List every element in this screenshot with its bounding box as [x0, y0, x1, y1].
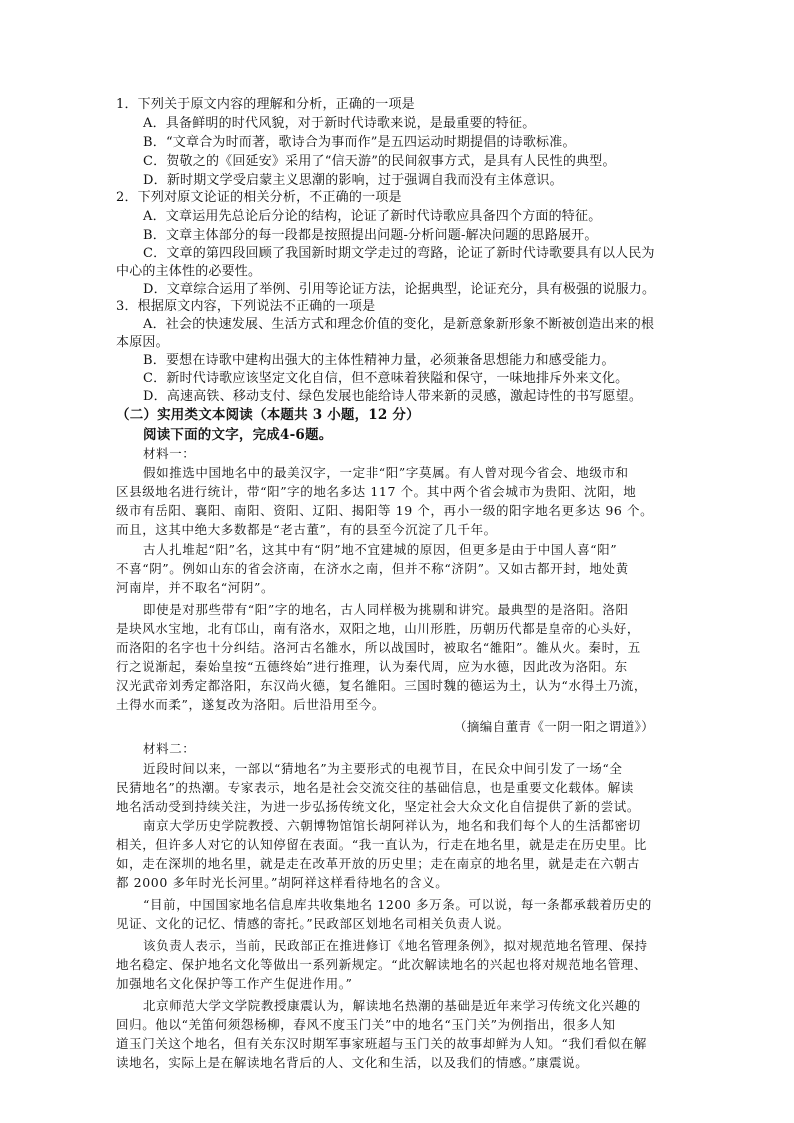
q2-option-d: D．文章综合运用了举例、引用等论证方法，论据典型，论证充分，具有极强的说服力。 — [143, 282, 656, 297]
q2-option-a: A．文章运用先总论后分论的结构，论证了新时代诗歌应具备四个方面的特征。 — [143, 209, 602, 224]
q2-option-b: B．文章主体部分的每一段都是按照提出问题-分析问题-解决问题的思路展开。 — [143, 228, 598, 243]
m1-p3-line: 而洛阳的名字也十分纠结。洛河古名雒水，所以战国时，被取名“雒阳”。雒从火。秦时，五 — [116, 640, 641, 655]
q2-option-c: C．文章的第四段回顾了我国新时期文学走过的弯路，论证了新时代诗歌要具有以人民为 — [143, 246, 655, 261]
m1-p3-line: 即使是对那些带有“阳”字的地名，古人同样极为挑剔和讲究。最典型的是洛阳。洛阳 — [143, 602, 629, 617]
m2-p2-line: 如，走在深圳的地名里，就是走在改革开放的历史里；走在南京的地名里，就是走在六朝古 — [116, 856, 641, 871]
m2-p5-line: 道玉门关这个地名，但有关东汉时期军事家班超与玉门关的故事却鲜为人知。“我们看似在解 — [116, 1036, 647, 1051]
m2-p3-line: “目前，中国国家地名信息库共收集地名 1200 多万条。可以说，每一条都承载着历史的 — [143, 897, 652, 912]
q2-option-c-continued: 中心的主体性的必要性。 — [116, 264, 262, 279]
m2-p1-line: 民猜地名”的热潮。专家表示，地名是社会交流交往的基础信息，也是重要文化载体。解读 — [116, 780, 634, 795]
q3-option-b: B．要想在诗歌中建构出强大的主体性精神力量，必须兼备思想能力和感受能力。 — [143, 353, 615, 368]
material-2-label: 材料二： — [143, 741, 196, 756]
material-1-label: 材料一： — [143, 446, 196, 461]
q3-option-c: C．新时代诗歌应该坚定文化自信，但不意味着狭隘和保守，一味地排斥外来文化。 — [143, 371, 629, 386]
m1-p3-line: 土得水而柔”，遂复改为洛阳。后世沿用至今。 — [116, 697, 385, 712]
m2-p2-line: 相关，但许多人对它的认知停留在表面。“我一直认为，行走在地名里，就是走在历史里。比 — [116, 837, 647, 852]
m2-p4-line: 加强地名文化保护等工作产生促进作用。” — [116, 976, 353, 991]
q3-option-a-continued: 本原因。 — [116, 335, 169, 350]
m2-p4-line: 地名稳定、保护地名文化等做出一系列新规定。“此次解读地名的兴起也将对规范地名管理、 — [116, 957, 647, 972]
m1-p3-line: 是块风水宝地，北有邙山，南有洛水，双阳之地，山川形胜，历朝历代都是皇帝的心头好， — [116, 621, 641, 636]
m2-p1-line: 地名活动受到持续关注，为进一步弘扬传统文化，坚定社会大众文化自信提供了新的尝试。 — [116, 799, 641, 814]
m1-p2-line: 古人扎堆起“阳”名，这其中有“阴”地不宜建城的原因，但更多是由于中国人喜“阳” — [143, 542, 618, 557]
q3-option-d: D．高速高铁、移动支付、绿色发展也能给诗人带来新的灵感，激起诗性的书写愿望。 — [143, 389, 643, 404]
question-3-stem: 3．根据原文内容，下列说法不正确的一项是 — [116, 299, 376, 314]
q1-option-b: B．“文章合为时而著，歌诗合为事而作”是五四运动时期提倡的诗歌标准。 — [143, 135, 576, 150]
question-2-stem: 2．下列对原文论证的相关分析，不正确的一项是 — [116, 190, 402, 205]
q1-option-d: D．新时期文学受启蒙主义思潮的影响，过于强调自我而没有主体意识。 — [143, 173, 563, 188]
m2-p1-line: 近段时间以来，一部以“猜地名”为主要形式的电视节目，在民众中间引发了一场“全 — [143, 761, 623, 776]
m2-p4-line: 该负责人表示，当前，民政部正在推进修订《地名管理条例》，拟对规范地名管理、保持 — [143, 938, 648, 953]
m1-p1-line: 区县级地名进行统计，带“阳”字的地名多达 117 个。其中两个省会城市为贵阳、沈阳，地 — [116, 484, 637, 499]
q3-option-a: A．社会的快速发展、生活方式和理念价值的变化，是新意象新形象不断被创造出来的根 — [143, 317, 655, 332]
question-1-stem: 1．下列关于原文内容的理解和分析，正确的一项是 — [116, 97, 415, 112]
m2-p3-line: 见证、文化的记忆、情感的寄托。”民政部区划地名司相关负责人说。 — [116, 916, 510, 931]
m1-p2-line: 不喜“阴”。例如山东的省会济南，在济水之南，但并不称“济阴”。又如古都开封，地处黄 — [116, 561, 629, 576]
m2-p2-line: 都 2000 多年时光长河里。”胡阿祥这样看待地名的含义。 — [116, 875, 449, 890]
m1-p1-line: 而且，这其中绝大多数都是“老古董”，有的县至今沉淀了几千年。 — [116, 522, 497, 537]
m2-p5-line: 北京师范大学文学院教授康震认为，解读地名热潮的基础是近年来学习传统文化兴趣的 — [143, 998, 641, 1013]
m2-p2-line: 南京大学历史学院教授、六朝博物馆馆长胡阿祥认为，地名和我们每个人的生活都密切 — [143, 818, 641, 833]
m1-p1-line: 级市有岳阳、襄阳、南阳、资阳、辽阳、揭阳等 19 个，再小一级的阳字地名更多达 96 个。 — [116, 503, 654, 518]
q1-option-c: C．贺敬之的《回延安》采用了“信天游”的民间叙事方式，是具有人民性的典型。 — [143, 154, 616, 169]
m1-p3-line: 汉光武帝刘秀定都洛阳，东汉尚火德，复名雒阳。三国时魏的德运为土，认为“水得土乃流， — [116, 678, 647, 693]
m1-p2-line: 河南岸，并不取名“河阴”。 — [116, 580, 275, 595]
q1-option-a: A．具备鲜明的时代风貌，对于新时代诗歌来说，是最重要的特征。 — [143, 116, 536, 131]
section-heading: （二）实用类文本阅读（本题共 3 小题，12 分） — [116, 407, 420, 423]
m2-p5-line: 读地名，实际上是在解读地名背后的人、文化和生活，以及我们的情感。”康震说。 — [116, 1055, 589, 1070]
m1-p3-line: 行之说渐起，秦始皇按“五德终始”进行推理，认为秦代周，应为水德，因此改为洛阳。东 — [116, 659, 628, 674]
material-1-source: （摘编自董青《一阴一阳之谓道》） — [454, 719, 655, 734]
m1-p1-line: 假如推选中国地名中的最美汉字，一定非“阳”字莫属。有人曾对现今省会、地级市和 — [143, 465, 629, 480]
m2-p5-line: 回归。他以“羌笛何须怨杨柳，春风不度玉门关”中的地名“玉门关”为例指出，很多人知 — [116, 1017, 616, 1032]
section-instruction: 阅读下面的文字，完成4-6题。 — [143, 427, 333, 443]
